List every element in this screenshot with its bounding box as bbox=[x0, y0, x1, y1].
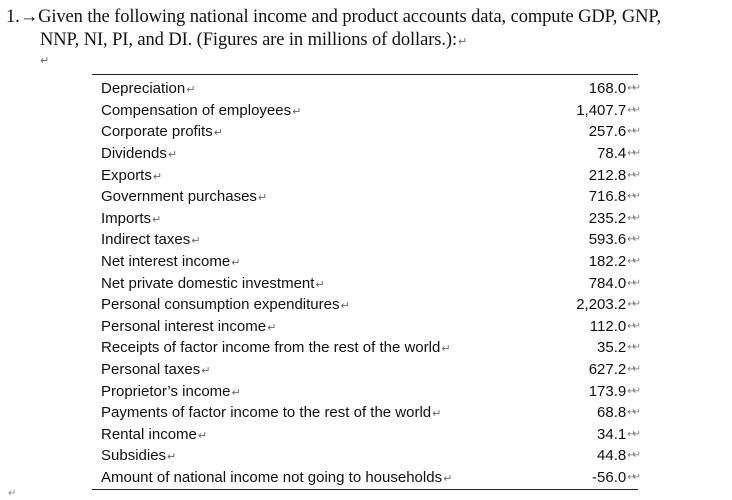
row-label: Personal interest income bbox=[101, 317, 267, 335]
row-value: 627.2 bbox=[588, 361, 627, 379]
cell-end-mark-icon: ↵ bbox=[315, 277, 325, 291]
question-number: 1. bbox=[6, 7, 20, 27]
cell-end-mark-icon: ↵ bbox=[443, 471, 453, 485]
table-row bbox=[92, 121, 638, 143]
row-end-mark-icon: ↵↵ bbox=[627, 256, 638, 268]
table-row bbox=[92, 208, 638, 230]
row-end-mark-icon: ↵↵ bbox=[627, 385, 638, 397]
row-label: Amount of national income not going to households bbox=[101, 468, 443, 486]
cell-end-mark-icon: ↵ bbox=[257, 191, 268, 205]
cell-end-mark-icon: ↵ bbox=[191, 234, 201, 248]
row-value: 168.0 bbox=[588, 80, 627, 98]
table-row bbox=[92, 424, 638, 446]
row-end-mark-icon: ↵↵ bbox=[627, 191, 638, 203]
cell-end-mark-icon: ↵ bbox=[267, 320, 277, 334]
cell-end-mark-icon: ↵ bbox=[186, 83, 196, 97]
cell-end-mark-icon: ↵ bbox=[201, 364, 211, 378]
row-label: Imports bbox=[101, 209, 152, 227]
table-row bbox=[92, 143, 638, 165]
row-end-mark-icon: ↵↵ bbox=[627, 299, 638, 311]
row-value: 1,407.7 bbox=[576, 101, 627, 119]
row-label: Rental income bbox=[101, 425, 197, 443]
row-value: 257.6 bbox=[588, 123, 627, 141]
table-row bbox=[92, 100, 638, 122]
table-row bbox=[92, 294, 638, 316]
row-end-mark-icon: ↵↵ bbox=[627, 407, 638, 419]
table-row bbox=[92, 359, 638, 381]
row-value: 34.1 bbox=[597, 425, 627, 443]
empty-paragraph-mark-icon: ↵ bbox=[40, 54, 50, 67]
row-value: -56.0 bbox=[592, 468, 627, 486]
row-value: 44.8 bbox=[597, 447, 627, 465]
row-label: Indirect taxes bbox=[101, 231, 191, 249]
table-row bbox=[92, 402, 638, 424]
row-label: Proprietor’s income bbox=[101, 382, 231, 400]
row-label: Exports bbox=[101, 166, 152, 184]
row-end-mark-icon: ↵↵ bbox=[627, 169, 638, 181]
row-label: Net private domestic investment bbox=[101, 274, 315, 292]
tab-arrow-mark: → bbox=[19, 7, 39, 27]
cell-end-mark-icon: ↵ bbox=[231, 385, 241, 399]
row-end-mark-icon: ↵↵ bbox=[627, 320, 638, 332]
row-value: 784.0 bbox=[588, 274, 627, 292]
row-value: 182.2 bbox=[588, 253, 627, 271]
row-label: Subsidies bbox=[101, 447, 167, 465]
question-line-1: Given the following national income and product accounts data, compute GDP, GNP, bbox=[38, 7, 662, 27]
table-row bbox=[92, 229, 638, 251]
cell-end-mark-icon: ↵ bbox=[197, 428, 208, 442]
row-end-mark-icon: ↵↵ bbox=[627, 212, 638, 224]
table-row bbox=[92, 380, 638, 402]
row-value: 235.2 bbox=[588, 209, 627, 227]
row-end-mark-icon: ↵↵ bbox=[627, 148, 638, 160]
cell-end-mark-icon: ↵ bbox=[340, 299, 350, 313]
cell-end-mark-icon: ↵ bbox=[152, 212, 162, 226]
row-label: Payments of factor income to the rest of the world bbox=[101, 404, 432, 422]
row-end-mark-icon: ↵↵ bbox=[627, 83, 638, 95]
row-label: Government purchases bbox=[101, 188, 257, 206]
row-label: Net interest income bbox=[101, 253, 231, 271]
table-row bbox=[92, 186, 638, 208]
cell-end-mark-icon: ↵ bbox=[441, 342, 451, 356]
cell-end-mark-icon: ↵ bbox=[213, 126, 223, 140]
row-end-mark-icon: ↵↵ bbox=[627, 126, 638, 138]
row-end-mark-icon: ↵↵ bbox=[627, 428, 638, 440]
row-end-mark-icon: ↵↵ bbox=[627, 342, 638, 354]
row-value: 78.4 bbox=[597, 145, 627, 163]
end-paragraph-mark-icon: ↵ bbox=[8, 488, 17, 499]
table-row bbox=[92, 316, 638, 338]
question-text bbox=[6, 6, 728, 53]
cell-end-mark-icon: ↵ bbox=[432, 407, 442, 421]
table-row bbox=[92, 272, 638, 294]
row-value: 212.8 bbox=[588, 166, 627, 184]
paragraph-mark-icon: ↵ bbox=[457, 35, 468, 48]
table-row bbox=[92, 78, 638, 100]
row-label: Personal consumption expenditures bbox=[101, 296, 340, 314]
income-accounts-table bbox=[92, 74, 638, 490]
row-value: 2,203.2 bbox=[576, 296, 627, 314]
row-end-mark-icon: ↵↵ bbox=[627, 104, 638, 116]
cell-end-mark-icon: ↵ bbox=[231, 256, 241, 270]
row-value: 35.2 bbox=[597, 339, 627, 357]
row-value: 593.6 bbox=[588, 231, 627, 249]
row-value: 716.8 bbox=[588, 188, 627, 206]
row-end-mark-icon: ↵↵ bbox=[627, 364, 638, 376]
row-end-mark-icon: ↵↵ bbox=[627, 471, 638, 483]
row-label: Receipts of factor income from the rest of the world bbox=[101, 339, 441, 357]
cell-end-mark-icon: ↵ bbox=[167, 450, 177, 464]
row-value: 68.8 bbox=[597, 404, 627, 422]
row-end-mark-icon: ↵↵ bbox=[627, 234, 638, 246]
row-label: Dividends bbox=[101, 145, 167, 163]
question-line-2: NNP, NI, PI, and DI. (Figures are in millions of dollars.): bbox=[40, 30, 457, 50]
row-label: Corporate profits bbox=[101, 123, 213, 141]
row-end-mark-icon: ↵↵ bbox=[627, 450, 638, 462]
row-label: Compensation of employees bbox=[101, 101, 292, 119]
cell-end-mark-icon: ↵ bbox=[167, 148, 178, 162]
row-value: 112.0 bbox=[589, 317, 627, 335]
table-row bbox=[92, 445, 638, 467]
cell-end-mark-icon: ↵ bbox=[152, 169, 163, 183]
table-row bbox=[92, 164, 638, 186]
row-value: 173.9 bbox=[588, 382, 627, 400]
cell-end-mark-icon: ↵ bbox=[292, 104, 302, 118]
row-label: Personal taxes bbox=[101, 361, 201, 379]
table-row bbox=[92, 337, 638, 359]
table-row bbox=[92, 467, 638, 489]
table-row bbox=[92, 251, 638, 273]
row-label: Depreciation bbox=[101, 80, 186, 98]
row-end-mark-icon: ↵↵ bbox=[627, 277, 638, 289]
